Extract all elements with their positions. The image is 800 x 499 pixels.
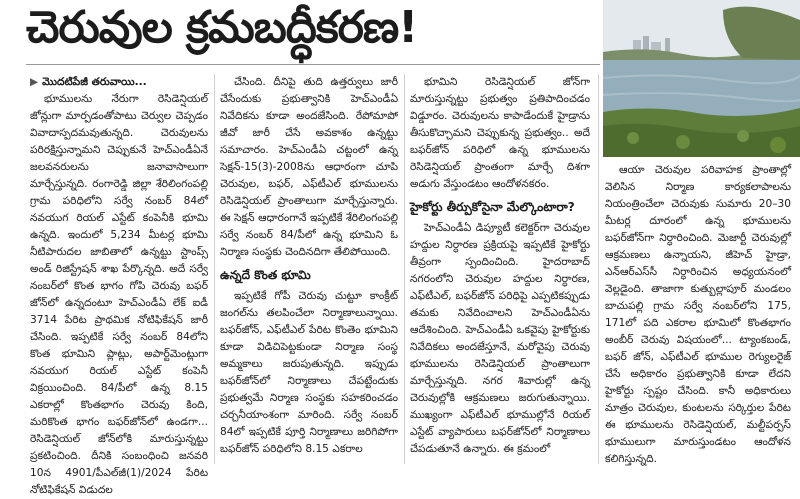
column-1-text: భూములను నేరుగా రెసిడెన్షియల్ జోన్లుగా మార్పడంతోపాటు చెర్వుల చెప్పడం వివాదాస్పదమవుతున్నది. చెరువులను పరిరక్షిస్తున్నామని చెప్పుకునే హెచ్‌ఎండీఏనే జలవనరులను జనావాసాలుగా మార్చేస్తున్నది. రంగారెడ్డి జిల్లా శేరిలింగంపల్లి గ్రామ పరిధిలోని సర్వే నంబర్ 84లో నవయుగ రియల్ ఎస్టేట్ కంపెనీకి భూమి ఉన్నది. ఇందులో 5,234 మీటర్ల భూమి నీటిపారుదల జాబితాలో ఉన్నట్టు స్టాంప్స్ అండ్ రిజిస్ట్రేషన్ శాఖ పేర్కొన్నది. అదే సర్వే నంబర్‌లో కొంత భాగం గోపి చెరువు బఫర్ జోన్‌లో ఉన్నదంటూ హెచ్‌ఎండీఏ లేక్ ఐడీ 3714 పేరిట ప్రాథమిక నోటిఫికేషన్ జారీ చేసింది. ఇప్పటికే సర్వే నంబర్ 84లోని కొంత భూమిని ప్లాట్లు, అపార్ట్‌మెంట్లుగా నవయుగ రియల్ ఎస్టేట్ కంపెనీ విక్రయించింది. 84/పీలో ఉన్న 8.15 ఎకరాల్లో కొంతభాగం చెరువు కింది, మరికొంత భాగం బఫర్‌జోన్‌లో ఉండగా... రెసిడెన్షియల్ జోన్‌లోకి మారుస్తున్నట్టు ప్రకటించింది. దీనికి సంబంధించి జనవరి 10న 4901/పీఎల్‌జీ(1)/2024 పేరిట నోటిఫికేషన్ విడుదల — [30, 93, 208, 496]
column-divider — [598, 74, 599, 464]
column-4-text: ఆయా చెరువుల పరివాహక ప్రాంతాల్లో వెలిసిన నిర్మాణ కార్యకలాపాలను నియంత్రించేలా చెరువుకు సుమారు 20–30 మీటర్ల దూరంలో ఉన్న భూములను బఫర్‌జోన్‌గా నిర్ధారించింది. మెజార్టీ చెరువుల్లో ఆక్రమణలు ఉన్నాయని, జీహెచ్ హైడ్రా, ఎన్‌ఆర్‌ఎస్‌సీ నిర్ధారించిన అధ్యయనంలో వెల్లడైంది. తాజాగా కుత్బుల్లాపూర్ మండలం బాచుపల్లి గ్రామ సర్వే నంబర్‌లోని 175, 171లో పది ఎకరాల భూమిలో కొంతభాగం అంబీర్ చెరువు విషయంలో... ట్యాంకబండ్, బఫర్ జోన్, ఎఫ్‌టీఎల్ భూముల రెగ్యులరైజ్ చేసే అధికారం ప్రభుత్వానికి కూడా లేదని హైకోర్టు స్పష్టం చేసింది. కానీ అధికారులు మాత్రం చెరువుల, కుంటలను సర్కిర్తుల పేరిట ఈ భూములను రెసిడెన్షియల్, మల్టీపర్పస్ భూములుగా మారుస్తుండటం ఆందోళన కలిగిస్తున్నది. — [605, 164, 791, 465]
top-rule — [26, 64, 600, 65]
column-2-text-b: ఇప్పటికే గోపీ చెరువు చుట్టూ కాంక్రీట్ జంగల్‌ను తలపించేలా నిర్మాణాలున్నాయి. బఫర్‌జోన్, ఎఫ్‌టీఎల్ పేరిట కొంతెం భూమిని కూడా విడిచిపెట్టకుండా నిర్మాణ సంస్థ అమ్మకాలు జరుపుతున్నది. ఇప్పుడు బఫర్‌జోన్‌లో నిర్మాణాలు చేపట్టేందుకు ప్రభుత్వమే నిర్మాణ సంస్థకు సహకరించడం చర్చనీయాంశంగా మారింది. సర్వే నంబర్ 84లో ఇప్పటికే పూర్తి నిర్మాణాలు జరిగిపోగా బఫర్‌జోన్ పరిధిలోని 8.15 ఎకరాల — [220, 290, 398, 455]
column-3-text-b: హెచ్‌ఎండీఏ డిప్యూటీ కలెక్టర్‌గా చెరువుల హద్దుల నిర్ధారణ ప్రక్రియపై ఇప్పటికే హైకోర్టు తీవ్రంగా స్పందించింది. హైదరాబాద్ నగరంలోని చెరువుల హద్దుల నిర్ధారణ, ఎఫ్‌టీఎల్, బఫర్‌జోన్ పరిధిపై ఎప్పటికప్పుడు తమకు నివేదించాలని హెచ్‌ఎండీఏను ఆదేశించింది. హెచ్‌ఎండీఏ ఒకవైపు హైకోర్టుకు నివేదికలు అందజేస్తూనే, మరోవైపు చెరువు భూములను రెసిడెన్షియల్ ప్రాంతాలుగా మార్చేస్తున్నది. నగర శివారుల్లో ఉన్న చెరువుల్లోకి ఆక్రమణలు జరుగుతున్నాయి. ముఖ్యంగా ఎఫ్‌టీఎల్ భూముల్లోనే రియల్ ఎస్టేట్ వ్యాపారులు బఫర్‌జోన్‌లో నిర్మాణాలు చేపడుతూనే ఉన్నారు. ఈ క్రమంలో — [410, 222, 590, 455]
continued-label: ▶ మొదటిపేజీ తరువాయి... — [30, 76, 147, 88]
column-2 — [220, 74, 398, 464]
column-divider — [404, 74, 405, 464]
lake-photo — [603, 0, 800, 157]
column-2-subhead: ఉన్నదే కొంత భూమి — [220, 268, 311, 282]
column-3 — [410, 74, 590, 464]
column-3-subhead: హైకోర్టు తీర్పుకోసైనా మేల్కొంటారా? — [410, 200, 575, 214]
column-4 — [605, 162, 791, 464]
column-divider — [214, 74, 215, 464]
headline: చెరువుల క్రమబద్ధీకరణ! — [26, 2, 418, 53]
arrow-icon: ▶ — [30, 76, 39, 88]
column-3-text-a: భూమిని రెసిడెన్షియల్ జోన్‌గా మారుస్తున్నట్టు ప్రభుత్వం ప్రతిపాదించడం విడ్డూరం. చెరువులను కాపాడేందుకే హైడ్రాను తీసుకొచ్చామని చెప్పుకున్న ప్రభుత్వం.. అదే బఫర్‌జోన్ పరిధిలో ఉన్న భూములను రెసిడెన్షియల్ ప్రాంతంగా మార్చే దిశగా అడుగు వేస్తుండటం ఆందోళనకరం. — [410, 76, 590, 190]
column-1 — [30, 74, 208, 496]
column-2-text-a: చేసింది. దీనిపై తుది ఉత్తర్వులు జారీ చేసేందుకు ప్రభుత్వానికి హెచ్‌ఎండీఏ నివేదికను కూడా అందజేసింది. రేపోమాపో జీవో జారీ చేసే అవకాశం ఉన్నట్టు సమాచారం. హెచ్‌ఎండీఏ చట్టంలో ఉన్న సెక్షన్-15(3)-2008ను ఆధారంగా చూపి చెరువుల, బఫర్, ఎఫ్‌టీఎల్ భూములను రెసిడెన్షియల్ ప్రాంతాలుగా మార్చేస్తున్నారు. ఈ సెక్షన్ ఆధారంగానే ఇప్పటికే శేరిలింగంపల్లి సర్వే నంబర్ 84/పీలో ఉన్న భూమిని ఓ నిర్మాణ సంస్థకు చెందినదిగా తేలిపోయింది. — [220, 76, 398, 258]
